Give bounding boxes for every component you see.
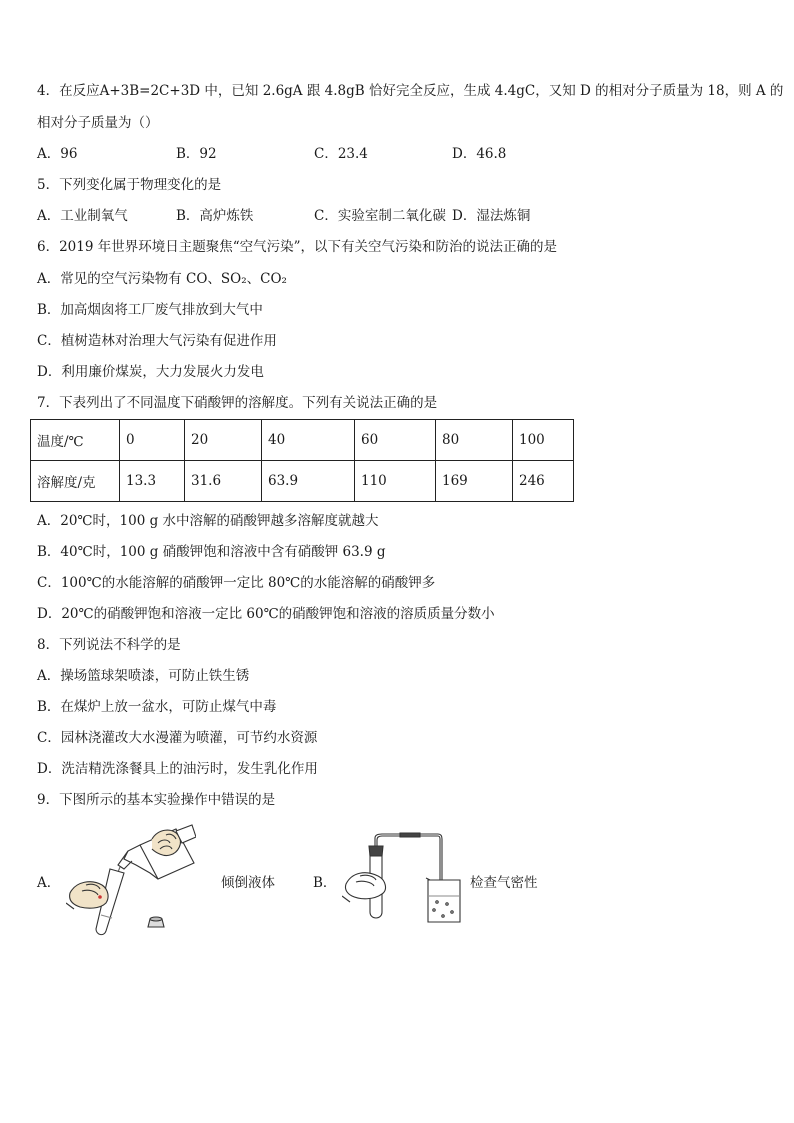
q9-fig-b-caption: 检查气密性: [470, 875, 538, 891]
q6-option-d: D．利用廉价煤炭，大力发展火力发电: [37, 364, 264, 380]
q5-option-a: A．工业制氧气: [37, 208, 128, 224]
q9-stem: 9．下图所示的基本实验操作中错误的是: [37, 792, 276, 808]
table-cell: 63.9: [262, 461, 355, 502]
table-cell: 溶解度/克: [31, 461, 120, 502]
q8-option-a: A．操场篮球架喷漆，可防止铁生锈: [37, 668, 250, 684]
q8-option-b: B．在煤炉上放一盆水，可防止煤气中毒: [37, 699, 277, 715]
air-tightness-check-illustration: [342, 832, 467, 926]
q5-option-d: D．湿法炼铜: [452, 208, 531, 224]
q4-option-c: C．23.4: [314, 146, 368, 162]
q7-option-a: A．20℃时，100 g 水中溶解的硝酸钾越多溶解度就越大: [37, 513, 379, 529]
table-cell: 0: [120, 420, 185, 461]
q4-option-d: D．46.8: [452, 146, 507, 162]
table-row-solubility: [31, 461, 574, 502]
q8-option-c: C．园林浇灌改大水漫灌为喷灌，可节约水资源: [37, 730, 318, 746]
q6-option-b: B．加高烟囱将工厂废气排放到大气中: [37, 302, 263, 318]
table-cell: 温度/℃: [31, 420, 120, 461]
q4-stem-line1: 4．在反应A+3B=2C+3D 中，已知 2.6gA 跟 4.8gB 恰好完全反应，生成 4.4gC，又知 D 的相对分子质量为 18，则 A 的: [37, 83, 784, 99]
q4-stem-line2: 相对分子质量为（）: [37, 115, 159, 131]
q9-fig-a-label: A．: [37, 875, 61, 891]
q7-option-d: D．20℃的硝酸钾饱和溶液一定比 60℃的硝酸钾饱和溶液的溶质质量分数小: [37, 606, 495, 622]
table-cell: 110: [355, 461, 436, 502]
q6-stem: 6．2019 年世界环境日主题聚焦“空气污染”，以下有关空气污染和防治的说法正确的是: [37, 239, 558, 255]
table-cell: 20: [185, 420, 262, 461]
table-cell: 100: [513, 420, 574, 461]
q6-option-c: C．植树造林对治理大气污染有促进作用: [37, 333, 277, 349]
q9-fig-a-caption: 倾倒液体: [221, 875, 275, 891]
q8-option-d: D．洗洁精洗涤餐具上的油污时，发生乳化作用: [37, 761, 318, 777]
q4-option-b: B．92: [176, 146, 217, 162]
table-cell: 60: [355, 420, 436, 461]
table-cell: 40: [262, 420, 355, 461]
pouring-liquid-illustration: [66, 823, 196, 938]
q5-stem: 5．下列变化属于物理变化的是: [37, 177, 222, 193]
q8-stem: 8．下列说法不科学的是: [37, 637, 181, 653]
table-cell: 246: [513, 461, 574, 502]
q5-option-b: B．高炉炼铁: [176, 208, 254, 224]
q6-option-a: A．常见的空气污染物有 CO、SO₂、CO₂: [37, 271, 287, 287]
table-cell: 169: [436, 461, 513, 502]
q5-option-c: C．实验室制二氧化碳: [314, 208, 446, 224]
solubility-table: [30, 419, 574, 502]
q4-option-a: A．96: [37, 146, 78, 162]
q9-fig-b-label: B．: [313, 875, 337, 891]
table-cell: 80: [436, 420, 513, 461]
table-row-temperature: [31, 420, 574, 461]
q7-option-c: C．100℃的水能溶解的硝酸钾一定比 80℃的水能溶解的硝酸钾多: [37, 575, 436, 591]
table-cell: 13.3: [120, 461, 185, 502]
q7-stem: 7．下表列出了不同温度下硝酸钾的溶解度。下列有关说法正确的是: [37, 395, 438, 411]
table-cell: 31.6: [185, 461, 262, 502]
q7-option-b: B．40℃时，100 g 硝酸钾饱和溶液中含有硝酸钾 63.9 g: [37, 544, 386, 560]
